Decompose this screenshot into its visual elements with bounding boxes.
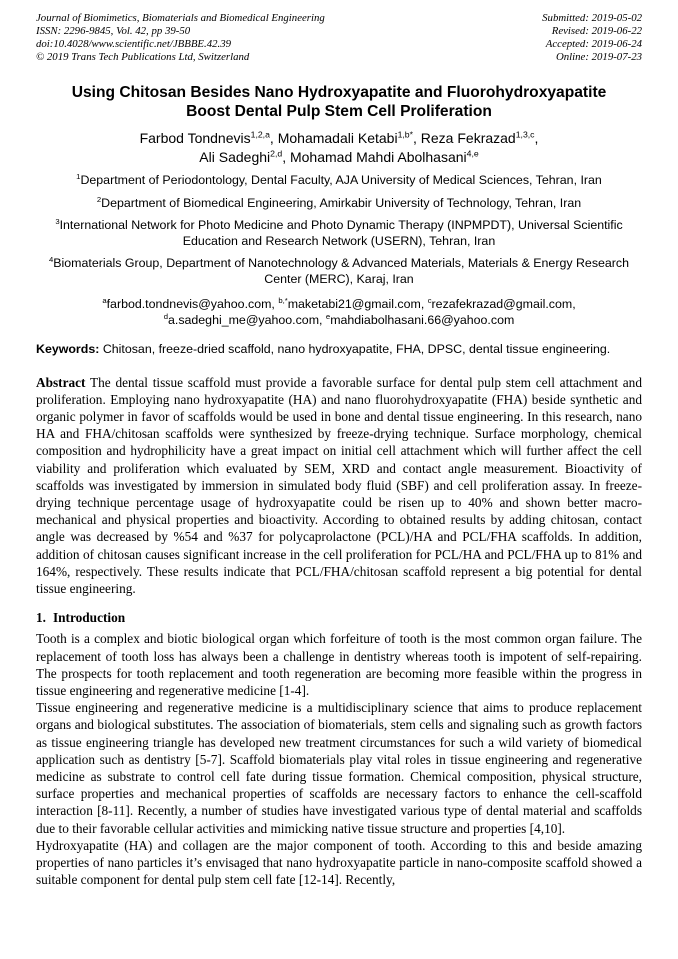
journal-doi: doi:10.4028/www.scientific.net/JBBBE.42.39	[36, 38, 232, 50]
author-email: $^a$farbod.tondnevis@yahoo.com	[102, 295, 272, 311]
email-superscript: a	[102, 295, 107, 305]
affiliation: $^4$Biomaterials Group, Department of Nanotechnology & Advanced Materials, Materials & Energy Research Center (MERC), Karaj, Iran	[48, 254, 630, 286]
intro-paragraph-3: Hydroxyapatite (HA) and collagen are the major component of tooth. According to this and beside amazing properties of nano particles it’s envisaged that nano hydroxyapatite particle in nano-composite scaffold showed a suitable component for dental pulp stem cell fate [12-14]. Recently,	[36, 837, 642, 888]
submitted-date: Submitted: 2019-05-02	[542, 12, 642, 24]
keywords-label: Keywords:	[36, 342, 100, 356]
section-number: 1.	[36, 610, 46, 626]
paper-title	[36, 83, 642, 121]
author-email: $^d$a.sadeghi_me@yahoo.com	[163, 311, 320, 327]
author-name: Mohamadali Ketabi$^{1,b*}$	[277, 129, 413, 146]
affiliation-superscript: 3	[55, 216, 60, 226]
revised-date: Revised: 2019-06-22	[551, 25, 642, 37]
author-email: $^{b,*}$maketabi21@gmail.com	[278, 295, 421, 311]
affiliation-superscript: 4	[48, 254, 54, 264]
keywords-text: Chitosan, freeze-dried scaffold, nano hydroxyapatite, FHA, DPSC, dental tissue engineering.	[102, 342, 611, 356]
affiliation-superscript: 2	[96, 194, 102, 204]
author-name: Farbod Tondnevis$^{1,2,a}$	[139, 129, 270, 146]
journal-header	[36, 12, 642, 64]
affiliation: $^1$Department of Periodontology, Dental Faculty, AJA University of Medical Sciences, Tehran, Iran	[76, 171, 602, 187]
abstract-label: Abstract	[36, 374, 86, 390]
author-name: Mohamad Mahdi Abolhasani$^{4,e}$	[289, 147, 479, 165]
email-superscript: e	[325, 311, 331, 321]
emails-line: $^a$farbod.tondnevis@yahoo.com, $^{b,*}$maketabi21@gmail.com, $^c$rezafekrazad@gmail.com, $^d$a.sadeghi_me@yahoo.com, $^e$mahdiabolhasani.66@yahoo.com	[102, 295, 576, 327]
journal-info	[36, 12, 325, 64]
paper-title-line-2: Boost Dental Pulp Stem Cell Proliferation	[186, 103, 492, 120]
author-email: $^e$mahdiabolhasani.66@yahoo.com	[325, 311, 515, 327]
author-name: Reza Fekrazad$^{1,3,c}$	[420, 129, 535, 146]
email-superscript: b,*	[278, 295, 288, 305]
author-superscript: 2,d	[270, 147, 283, 158]
author-email: $^c$rezafekrazad@gmail.com	[427, 295, 573, 311]
author-superscript: 4,e	[466, 147, 479, 158]
affiliation: $^2$Department of Biomedical Engineering, Amirkabir University of Technology, Tehran, Iran	[96, 194, 582, 210]
affiliation-superscript: 1	[76, 171, 81, 181]
email-superscript: d	[163, 311, 168, 321]
paper-title-line-1: Using Chitosan Besides Nano Hydroxyapatite and Fluorohydroxyapatite	[71, 84, 607, 101]
author-name: Ali Sadeghi$^{2,d}$	[199, 147, 283, 165]
online-date: Online: 2019-07-23	[555, 51, 642, 63]
affiliation: $^3$International Network for Photo Medicine and Photo Dynamic Therapy (INPMPDT), Universal Scientific Education and Research Network (USERN), Tehran, Iran	[55, 216, 623, 248]
submission-dates	[542, 12, 642, 64]
author-superscript: 1,2,a	[250, 129, 270, 140]
accepted-date: Accepted: 2019-06-24	[545, 38, 642, 50]
journal-copyright: © 2019 Trans Tech Publications Ltd, Switzerland	[36, 51, 250, 63]
journal-name: Journal of Biomimetics, Biomaterials and Biomedical Engineering	[36, 12, 325, 24]
abstract	[36, 374, 642, 598]
intro-paragraph-1: Tooth is a complex and biotic biological organ which forfeiture of tooth is the most common organ failure. The replacement of tooth loss has always been a challenge in dentistry whereas tooth is impotent of self-repairing. The prospects for tooth replacement and tooth regeneration are becoming more feasible within the progress in tissue engineering and regenerative medicine [1-4].	[36, 631, 642, 698]
authors-line: Farbod Tondnevis$^{1,2,a}$, Mohamadali Ketabi$^{1,b*}$, Reza Fekrazad$^{1,3,c}$, Ali Sadeghi$^{2,d}$, Mohamad Mahdi Abolhasani$^{4,e}$	[139, 129, 539, 165]
keywords-line	[36, 342, 642, 358]
author-superscript: 1,3,c	[515, 129, 535, 140]
email-superscript: c	[427, 295, 432, 305]
intro-paragraph-2: Tissue engineering and regenerative medicine is a multidisciplinary science that aims to produce replacement organs and biological substitutes. The association of biomaterials, stem cells and signaling such as growth factors as tissue engineering triangle has developed new treatment circumstances for such a wild variety of biomedical application such as dentistry [5-7]. Scaffold biomaterials play vital roles in tissue engineering and regenerative medicine as substrate to control cell fate during tissue formation. Chemical composition, physical structure, surface properties and mechanical properties of scaffolds are necessary factors to enhance the cell-scaffold interaction [8-11]. Recently, a number of studies have investigated various type of dental material and scaffolds due to their favorable cellular activities and mimicking native tissue structure and properties [4,10].	[36, 700, 642, 836]
section-heading-introduction	[36, 609, 642, 626]
journal-issn-volume: ISSN: 2296-9845, Vol. 42, pp 39-50	[36, 25, 191, 37]
abstract-text: The dental tissue scaffold must provide a favorable surface for dental pulp stem cell attachment and proliferation. Employing nano hydroxyapatite (HA) and nano fluorohydroxyapatite (FHA) beside synthetic and organic polymer in favor of scaffolds would be used in bone and dental tissue engineering. In this research, nano HA and FHA/chitosan scaffolds were synthesized by freeze-drying technique. Surface morphology, chemical composition and hydrophilicity have a great impact on initial cell attachment which will further affect the cell viability and proliferation which evaluated by SEM, XRD and contact angle measurement. Bioactivity of scaffolds was investigated by immersion in simulated body fluid (SBF) and cell proliferation assay. In freeze-drying technique percentage usage of hydroxyapatite could be risen up to 40% and shown better macro-mechanical and physical properties and bioactivity. According to obtained results by adding chitosan, contact angle was decreased by %54 and %37 for polycaprolactone (PCL)/HA and PCL/FHA scaffolds. In addition, addition of chitosan causes significant increase in the cell proliferation for PCL/HA and PCL/FHA up to 81% and 164%, respectively. These results indicate that PCL/FHA/chitosan scaffold represent a big potential for dental tissue engineering.	[36, 374, 642, 596]
section-title: Introduction	[52, 610, 126, 626]
author-superscript: 1,b*	[397, 129, 413, 140]
affiliations-block	[36, 173, 642, 287]
